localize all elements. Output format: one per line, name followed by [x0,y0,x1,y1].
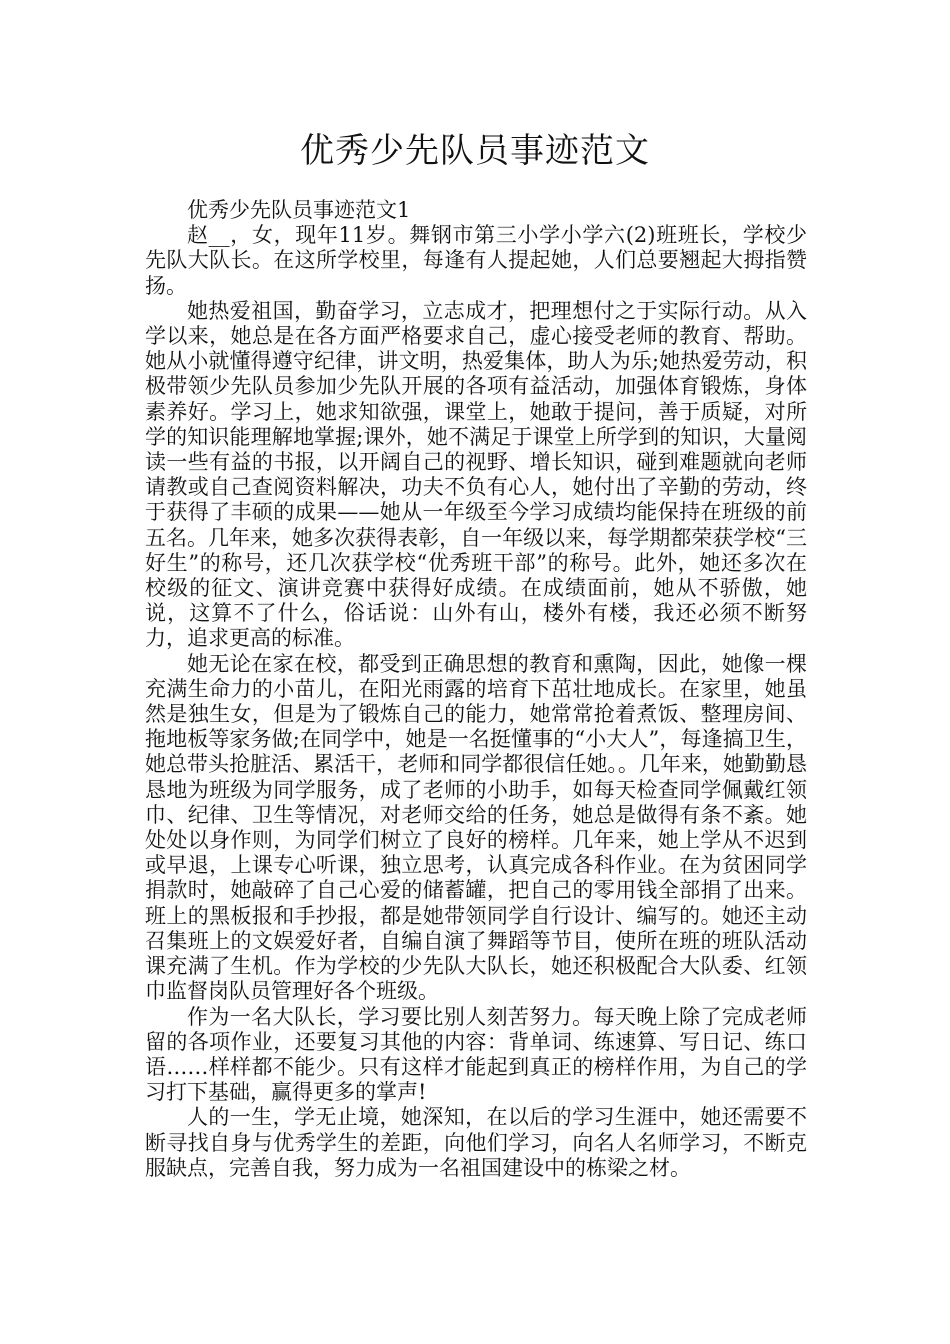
document-body [145,198,807,1181]
paragraph: 她无论在家在校，都受到正确思想的教育和熏陶，因此，她像一棵充满生命力的小苗儿，在阳光雨露的培育下茁壮地成长。在家里，她虽然是独生女，但是为了锻炼自己的能力，她常常抢着煮饭、整理房间、拖地板等家务做;在同学中，她是一名挺懂事的“小大人”，每逢搞卫生，她总带头抢脏活、累活干，老师和同学都很信任她。。几年来，她勤勤恳恳地为班级为同学服务，成了老师的小助手，如每天检查同学佩戴红领巾、纪律、卫生等情况，对老师交给的任务，她总是做得有条不紊。她处处以身作则，为同学们树立了良好的榜样。几年来，她上学从不迟到或早退，上课专心听课，独立思考，认真完成各科作业。在为贫困同学捐款时，她敲碎了自己心爱的储蓄罐，把自己的零用钱全部捐了出来。班上的黑板报和手抄报，都是她带领同学自行设计、编写的。她还主动召集班上的文娱爱好者，自编自演了舞蹈等节目，使所在班的班队活动课充满了生机。作为学校的少先队大队长，她还积极配合大队委、红领巾监督岗队员管理好各个班级。 [145,651,807,1004]
document-title: 优秀少先队员事迹范文 [300,131,650,171]
paragraph: 人的一生，学无止境，她深知，在以后的学习生涯中，她还需要不断寻找自身与优秀学生的差距，向他们学习，向名人名师学习，不断克服缺点，完善自我，努力成为一名祖国建设中的栋梁之材。 [145,1105,807,1180]
paragraph: 赵__，女，现年11岁。舞钢市第三小学小学六(2)班班长，学校少先队大队长。在这所学校里，每逢有人提起她，人们总要翘起大拇指赞扬。 [145,223,807,298]
paragraph: 她热爱祖国，勤奋学习，立志成才，把理想付之于实际行动。从入学以来，她总是在各方面严格要求自己，虚心接受老师的教育、帮助。她从小就懂得遵守纪律，讲文明，热爱集体，助人为乐;她热爱劳动，积极带领少先队员参加少先队开展的各项有益活动，加强体育锻炼，身体素养好。学习上，她求知欲强，课堂上，她敢于提问，善于质疑，对所学的知识能理解地掌握;课外，她不满足于课堂上所学到的知识，大量阅读一些有益的书报，以开阔自己的视野、增长知识，碰到难题就向老师请教或自己查阅资料解决，功夫不负有心人，她付出了辛勤的劳动，终于获得了丰硕的成果——她从一年级至今学习成绩均能保持在班级的前五名。几年来，她多次获得表彰，自一年级以来，每学期都荣获学校“三好生”的称号，还几次获学校“优秀班干部”的称号。此外，她还多次在校级的征文、演讲竞赛中获得好成绩。在成绩面前，她从不骄傲，她说，这算不了什么，俗话说：山外有山，楼外有楼，我还必须不断努力，追求更高的标准。 [145,298,807,651]
paragraph: 作为一名大队长，学习要比别人刻苦努力。每天晚上除了完成老师留的各项作业，还要复习其他的内容：背单词、练速算、写日记、练口语……样样都不能少。只有这样才能起到真正的榜样作用，为自己的学习打下基础，赢得更多的掌声! [145,1004,807,1105]
section-heading: 优秀少先队员事迹范文1 [187,198,411,222]
